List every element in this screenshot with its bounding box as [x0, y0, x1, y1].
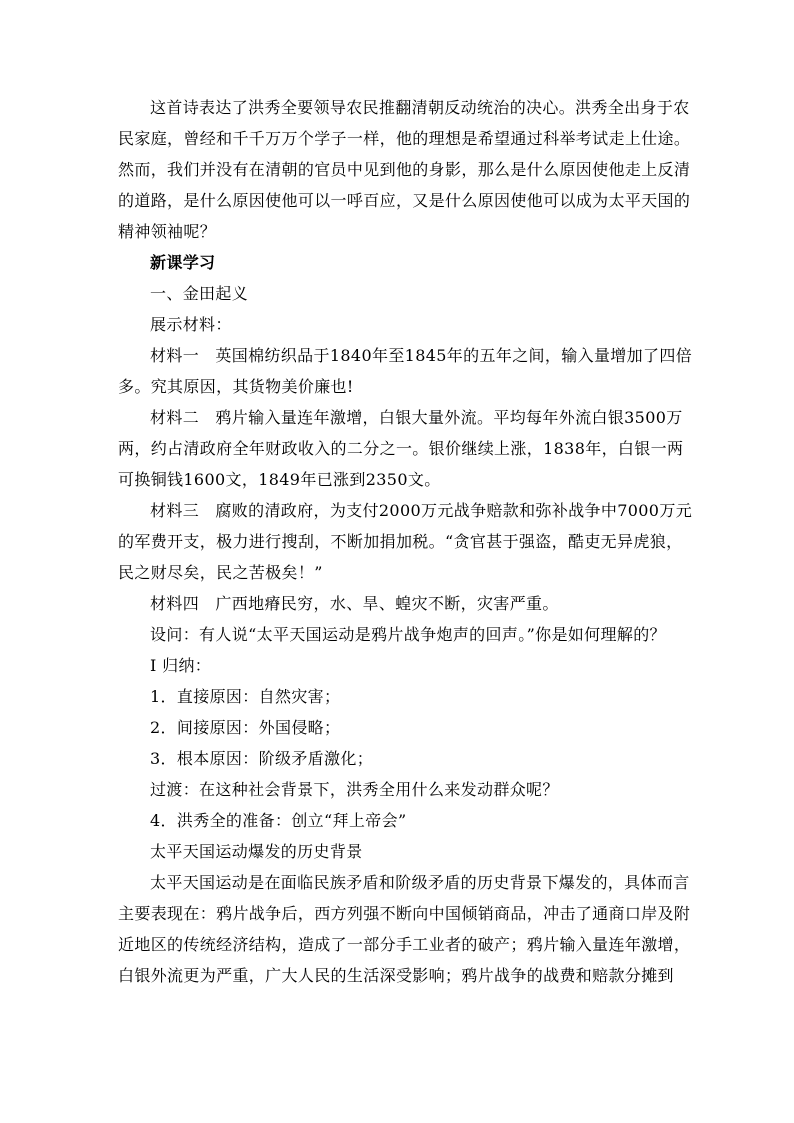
background-heading: 太平天国运动爆发的历史背景 [150, 842, 363, 861]
preparation: 4．洪秀全的准备：创立“拜上帝会” [150, 811, 407, 830]
material-4: 材料四 广西地瘠民穷，水、旱、蝗灾不断，灾害严重。 [150, 594, 559, 613]
intro-line-5: 精神领袖呢？ [118, 222, 217, 241]
cause-indirect: 2．间接原因：外国侵略； [150, 718, 341, 737]
document-page [118, 92, 693, 991]
material-3-line-2: 的军费开支，极力进行搜刮，不断加捐加税。“贪官甚于强盗，酷吏无异虎狼， [118, 532, 683, 551]
summary-label: I 归纳： [150, 656, 212, 675]
materials-intro: 展示材料： [150, 315, 232, 334]
cause-root: 3．根本原因：阶级矛盾激化； [150, 749, 374, 768]
transition: 过渡：在这种社会背景下，洪秀全用什么来发动群众呢？ [150, 780, 559, 799]
intro-line-3: 然而，我们并没有在清朝的官员中见到他的身影，那么是什么原因使他走上反清 [118, 160, 691, 179]
intro-line-2: 民家庭，曾经和千千万万个学子一样，他的理想是希望通过科举考试走上仕途。 [118, 129, 691, 148]
material-1-line-2: 多。究其原因，其货物美价廉也! [118, 377, 354, 396]
material-1-line-1: 材料一 英国棉纺织品于1840年至1845年的五年之间，输入量增加了四倍 [150, 346, 693, 365]
section-heading: 新课学习 [150, 253, 216, 272]
material-2-line-3: 可换铜钱1600文，1849年已涨到2350文。 [118, 470, 441, 489]
background-line-2: 主要表现在：鸦片战争后，西方列强不断向中国倾销商品，冲击了通商口岸及附 [118, 904, 691, 923]
material-3-line-3: 民之财尽矣，民之苦极矣！” [118, 563, 323, 582]
question: 设问：有人说“太平天国运动是鸦片战争炮声的回声。”你是如何理解的？ [150, 625, 666, 644]
background-line-3: 近地区的传统经济结构，造成了一部分手工业者的破产；鸦片输入量连年激增， [118, 935, 691, 954]
material-2-line-1: 材料二 鸦片输入量连年激增，白银大量外流。平均每年外流白银3500万 [150, 408, 683, 427]
material-3-line-1: 材料三 腐败的清政府，为支付2000万元战争赔款和弥补战争中7000万元 [150, 501, 693, 520]
subheading: 一、金田起义 [150, 284, 249, 303]
background-line-1: 太平天国运动是在面临民族矛盾和阶级矛盾的历史背景下爆发的，具体而言 [150, 873, 690, 892]
intro-line-4: 的道路，是什么原因使他可以一呼百应，又是什么原因使他可以成为太平天国的 [118, 191, 691, 210]
cause-direct: 1．直接原因：自然灾害； [150, 687, 341, 706]
background-line-4: 白银外流更为严重，广大人民的生活深受影响；鸦片战争的战费和赔款分摊到 [118, 966, 674, 985]
intro-line-1: 这首诗表达了洪秀全要领导农民推翻清朝反动统治的决心。洪秀全出身于农 [150, 98, 690, 117]
material-2-line-2: 两，约占清政府全年财政收入的二分之一。银价继续上涨，1838年，白银一两 [118, 439, 684, 458]
